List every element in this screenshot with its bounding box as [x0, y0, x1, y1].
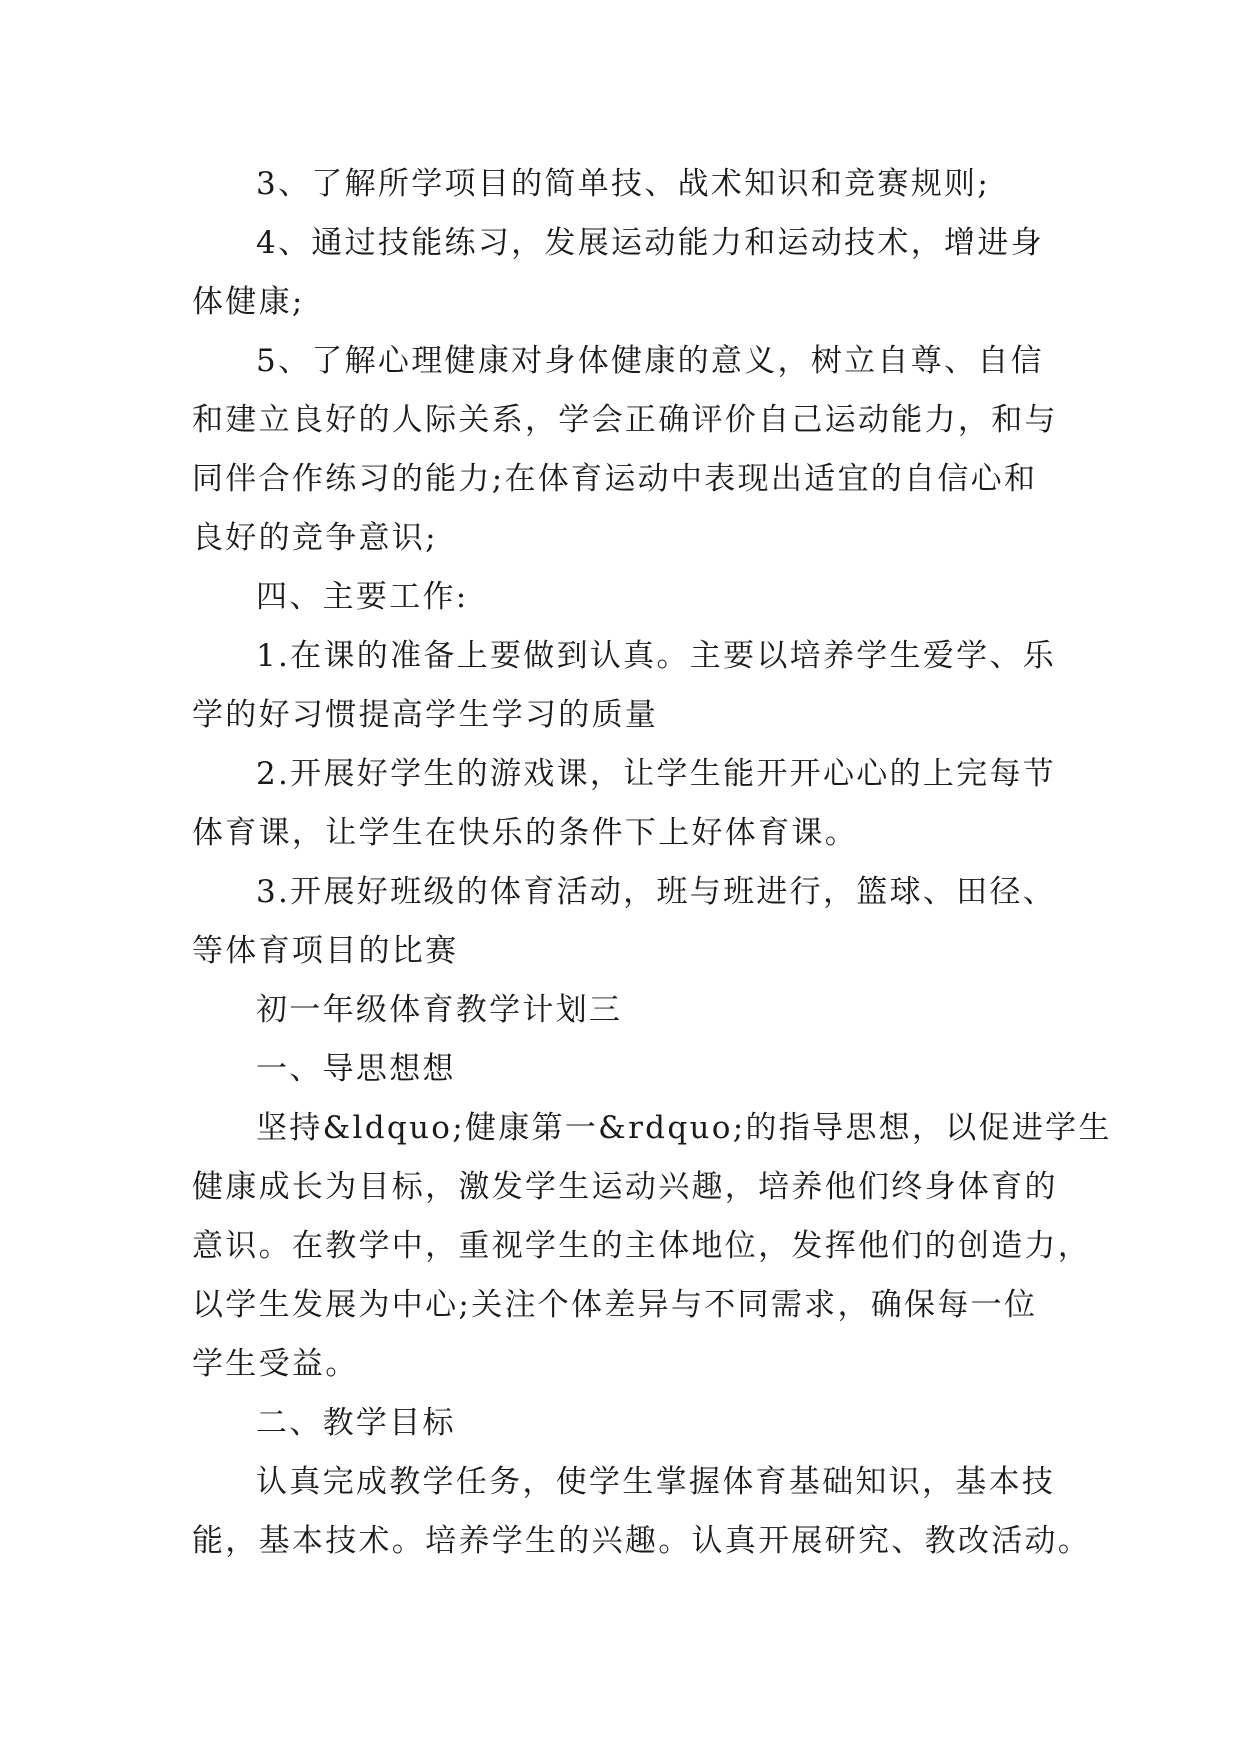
paragraph-work-3 [192, 863, 1057, 981]
text-line: 5、了解心理健康对身体健康的意义，树立自尊、自信 [256, 343, 1044, 379]
text-line: 以学生发展为中心;关注个体差异与不同需求，确保每一位 [192, 1287, 1038, 1323]
text-line: 一、导思想想 [256, 1051, 456, 1087]
text-line: 1.在课的准备上要做到认真。主要以培养学生爱学、乐 [256, 638, 1057, 674]
text-line: 体健康; [192, 284, 305, 320]
text-line: 和建立良好的人际关系，学会正确评价自己运动能力，和与 [192, 402, 1058, 438]
text-line: 学生受益。 [192, 1346, 359, 1382]
paragraph-section-2-heading [192, 1394, 1052, 1453]
paragraph-work-2 [192, 745, 1057, 863]
text-line: 2.开展好学生的游戏课，让学生能开开心心的上完每节 [256, 756, 1057, 792]
text-line: 认真完成教学任务，使学生掌握体育基础知识，基本技 [256, 1464, 1056, 1500]
text-line: 健康成长为目标，激发学生运动兴趣，培养他们终身体育的 [192, 1169, 1058, 1205]
text-line: 四、主要工作: [256, 579, 469, 615]
text-line: 同伴合作练习的能力;在体育运动中表现出适宜的自信心和 [192, 461, 1038, 497]
text-line: 3、了解所学项目的简单技、战术知识和竞赛规则; [256, 166, 991, 202]
text-line: 意识。在教学中，重视学生的主体地位，发挥他们的创造力， [192, 1228, 1092, 1264]
paragraph-plan-3-title [192, 981, 1052, 1040]
text-line: 初一年级体育教学计划三 [256, 992, 623, 1028]
paragraph-section-1-heading [192, 1040, 1052, 1099]
paragraph-work-1 [192, 627, 1057, 745]
text-line: 坚持&ldquo;健康第一&rdquo;的指导思想，以促进学生 [256, 1110, 1112, 1146]
text-line: 体育课，让学生在快乐的条件下上好体育课。 [192, 815, 858, 851]
document-body [192, 155, 1112, 1571]
text-line: 二、教学目标 [256, 1405, 456, 1441]
text-line: 等体育项目的比赛 [192, 933, 459, 969]
paragraph-goal-5 [192, 332, 1058, 568]
paragraph-guiding-thought [192, 1099, 1112, 1394]
text-line: 3.开展好班级的体育活动，班与班进行，篮球、田径、 [256, 874, 1057, 910]
paragraph-section-4-heading [192, 568, 1052, 627]
text-line: 良好的竞争意识; [192, 520, 438, 556]
text-line: 4、通过技能练习，发展运动能力和运动技术，增进身 [256, 225, 1044, 261]
paragraph-goal-3 [192, 155, 1052, 214]
paragraph-goal-4 [192, 214, 1052, 332]
paragraph-teaching-goal [192, 1453, 1092, 1571]
text-line: 学的好习惯提高学生学习的质量 [192, 697, 659, 733]
text-line: 能，基本技术。培养学生的兴趣。认真开展研究、教改活动。 [192, 1523, 1092, 1559]
